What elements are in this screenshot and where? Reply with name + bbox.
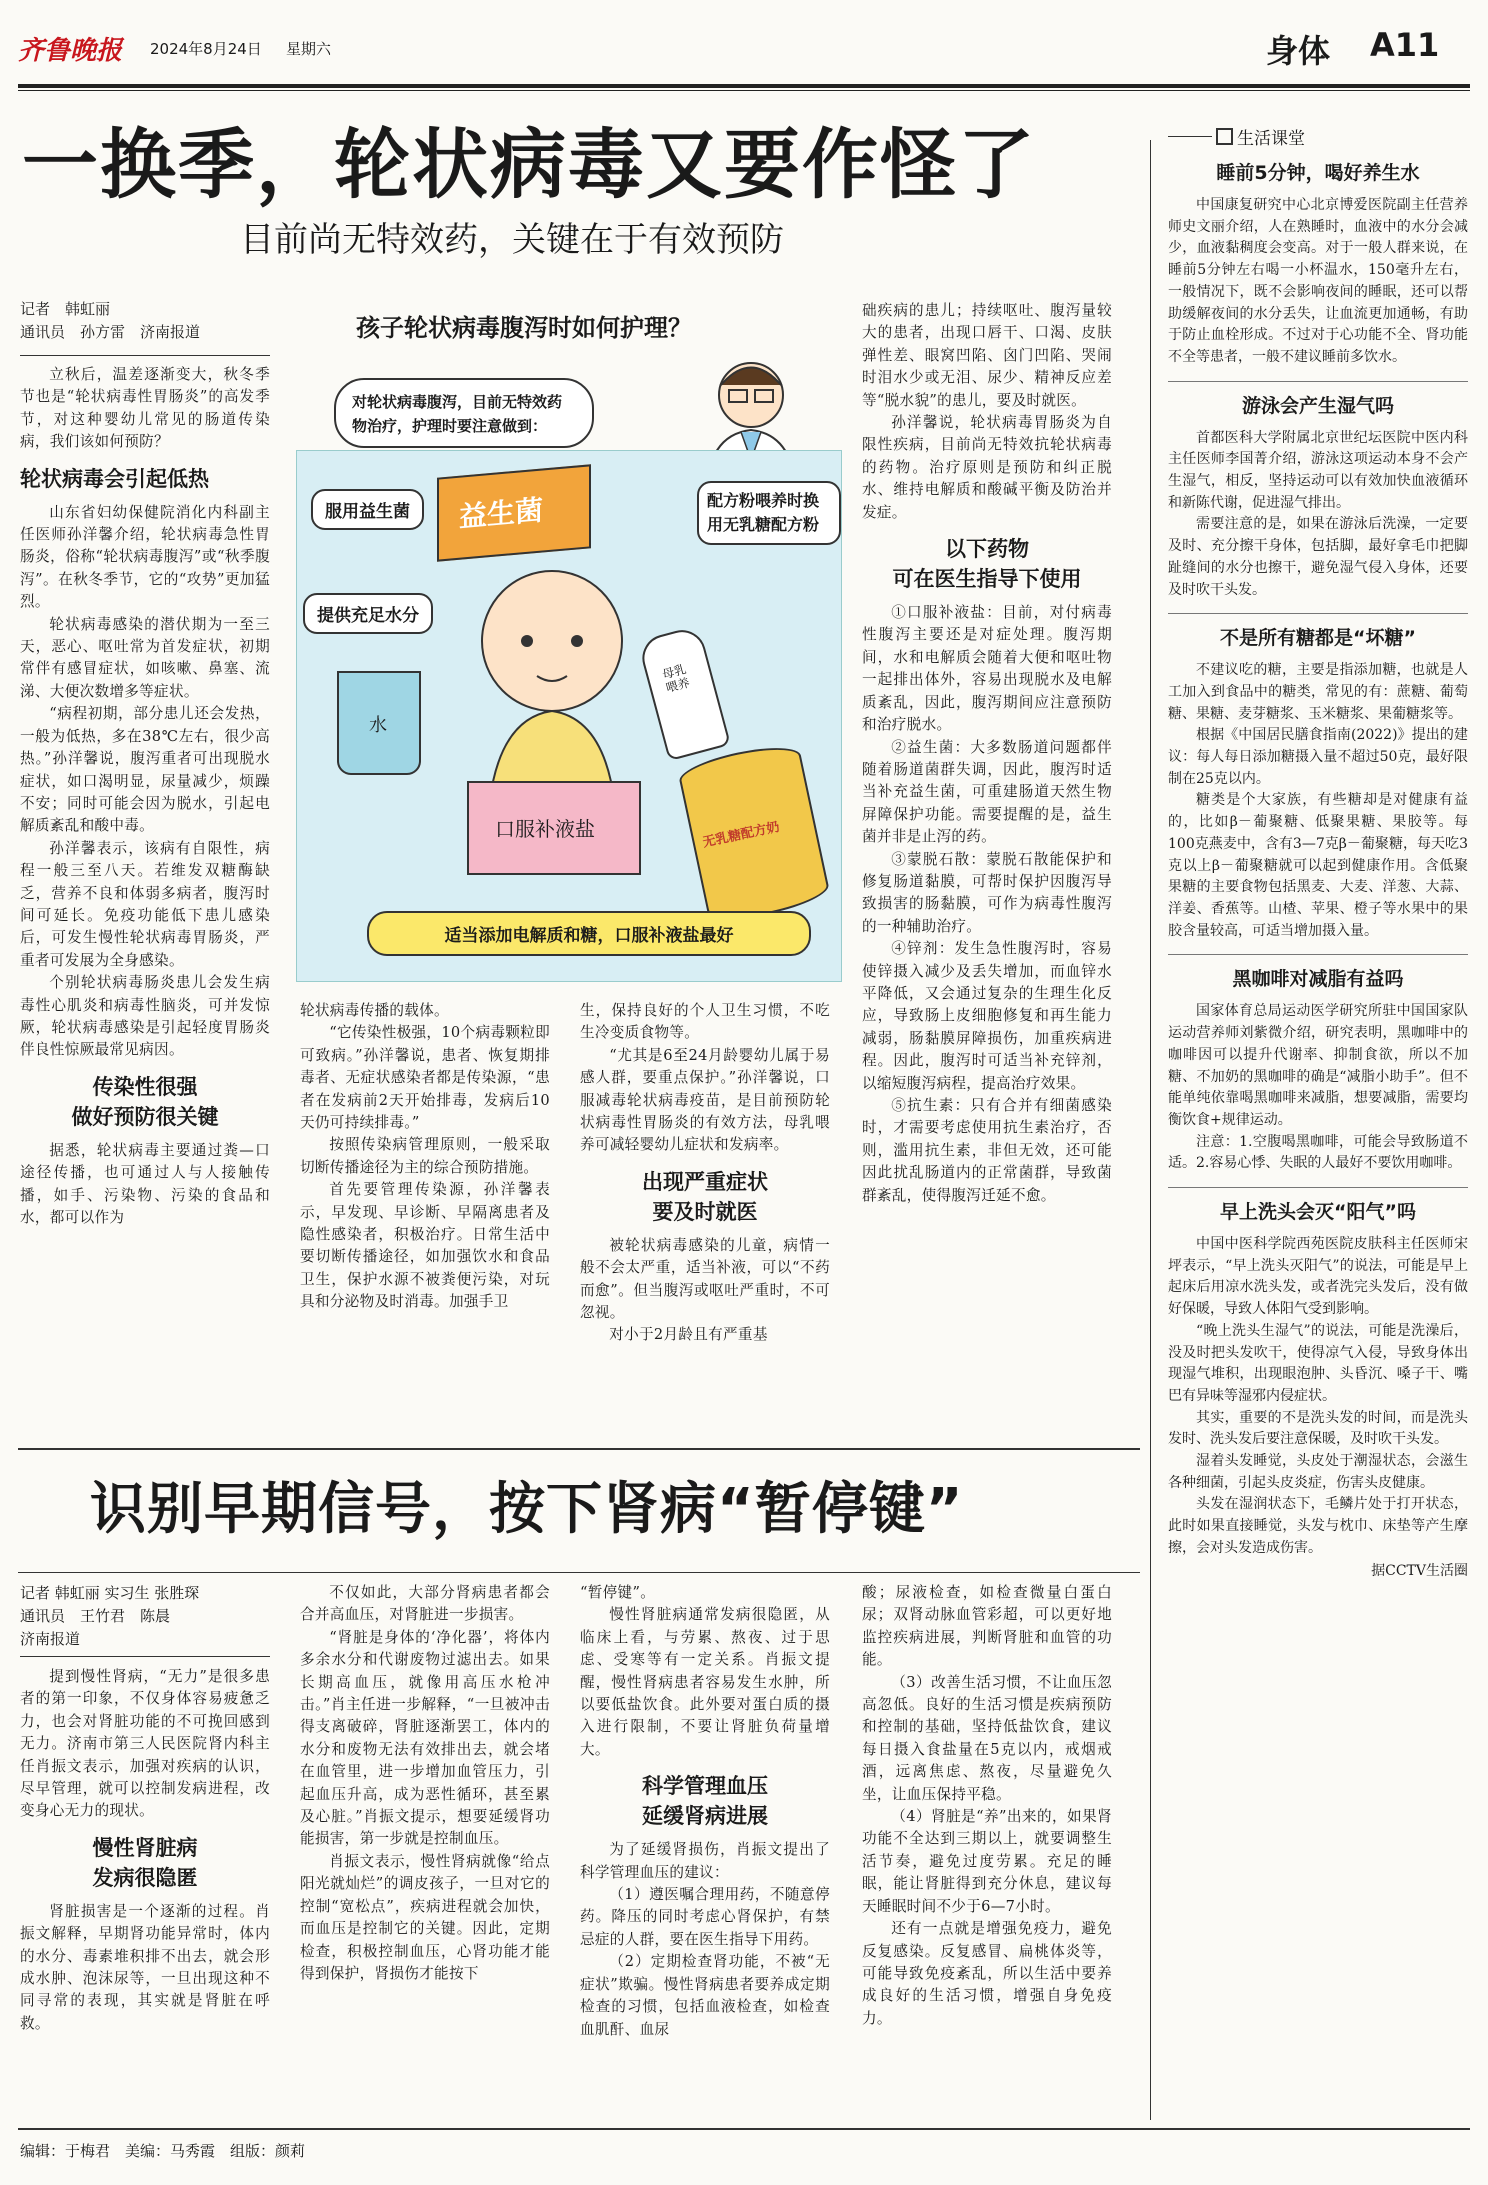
water-cup	[337, 671, 421, 775]
footer-editors: 编辑：于梅君 美编：马秀霞 组版：颜莉	[20, 2142, 306, 2160]
article1-paragraph: 按照传染病管理原则，一般采取切断传播途径为主的综合预防措施。	[300, 1136, 550, 1176]
sidebar-item-text: 首都医科大学附属北京世纪坛医院中医内科主任医师李国菁介绍，游泳这项运动本身不会产生湿气，相反，坚持运动可以有效加快血液循环和新陈代谢，促进湿气排出。	[1168, 429, 1468, 511]
article2-paragraph: 肾脏损害是一个逐渐的过程。肖振文解释，早期肾功能异常时，体内的水分、毒素堆积排不出去，就会形成水肿、泡沫尿等，一旦出现这种不同寻常的表现，其实就是肾脏在呼救。	[20, 1902, 270, 2032]
article2-heading-1	[20, 1833, 270, 1893]
tip-probiotics: 服用益生菌	[311, 489, 424, 530]
article1-column-2	[300, 1000, 550, 1314]
medicine-probiotics: ②益生菌：大多数肠道问题都伴随着肠道菌群失调，因此，腹泻时适当补充益生菌，可重建肠道天然生物屏障保护功能。需要提醒的是，益生菌并非是止泻的药。	[862, 738, 1112, 846]
formula-can-label: 无乳糖配方奶	[701, 819, 781, 851]
heading-line: 要及时就医	[652, 1199, 758, 1224]
byline-reporter: 记者 韩虹丽 实习生 张胜琛	[20, 1584, 200, 1602]
sidebar-item-text: 不建议吃的糖，主要是指添加糖，也就是人工加入到食品中的糖类，常见的有：蔗糖、葡萄糖、果糖、麦芽糖浆、玉米糖浆、果葡糖浆等。	[1168, 662, 1468, 722]
article1-paragraph: 山东省妇幼保健院消化内科副主任医师孙洋馨介绍，轮状病毒急性胃肠炎，俗称“轮状病毒腹泻”或“秋季腹泻”。在秋冬季节，它的“攻势”更加猛烈。	[20, 503, 270, 611]
article1-column-4	[862, 300, 1112, 1207]
article2-heading-2	[580, 1771, 830, 1831]
medicine-montmorillonite: ③蒙脱石散：蒙脱石散能保护和修复肠道黏膜，可帮时保护因腹泻导致损害的肠黏膜，可作为病毒性腹泻的一种辅助治疗。	[862, 850, 1112, 935]
article1-paragraph: “尤其是6至24月龄婴幼儿属于易感人群，要重点保护。”孙洋馨说，口服减毒轮状病毒疫苗，是目前预防轮状病毒性胃肠炎的有效方法，母乳喂养可减轻婴幼儿症状和发病率。	[580, 1046, 830, 1154]
sidebar-item-title: 睡前5分钟，喝好养生水	[1216, 162, 1420, 184]
article2-paragraph: 不仅如此，大部分肾病患者都会合并高血压，对肾脏进一步损害。	[300, 1584, 550, 1624]
footer-rule	[18, 2128, 1470, 2130]
byline-reporter: 记者 韩虹丽	[20, 300, 111, 318]
byline-correspondent: 通讯员 王竹君 陈晨	[20, 1607, 171, 1625]
article2-headline: 识别早期信号，按下肾病“暂停键”	[90, 1477, 964, 1542]
sidebar-item-text: 头发在湿润状态下，毛鳞片处于打开状态，此时如果直接睡觉，头发与枕巾、床垫等产生摩擦，会对头发造成伤害。	[1168, 1496, 1468, 1556]
probiotic-label: 益生菌	[459, 493, 544, 534]
issue-weekday: 星期六	[286, 40, 332, 58]
sidebar-item-text: 其实，重要的不是洗头发的时间，而是洗头发时、洗头发后要注意保暖，及时吹干头发。	[1168, 1409, 1468, 1448]
page-number: A11	[1370, 26, 1440, 64]
sidebar-item-text: 湿着头发睡觉，头皮处于潮湿状态，会滋生各种细菌，引起头皮炎症，伤害头皮健康。	[1168, 1453, 1468, 1491]
issue-date: 2024年8月24日	[150, 40, 262, 58]
article1-paragraph: 轮状病毒感染的潜伏期为一至三天，恶心、呕吐常为首发症状，初期常伴有感冒症状，如咳嗽、鼻塞、流涕、大便次数增多等症状。	[20, 615, 270, 700]
article2-paragraph: “肾脏是身体的‘净化器’，将体内多余水分和代谢废物过滤出去。如果长期高血压，就像用高压水枪冲击。”肖主任进一步解释，“一旦被冲击得支离破碎，肾脏逐渐罢工，体内的水分和废物无法有效排出去，就会堵在血管里，进一步增加血管压力，引起血压升高，成为恶性循环，甚至累及心脏。”肖振文提示，想要延缓肾功能损害，第一步就是控制血压。	[300, 1628, 550, 1848]
water-cup-label: 水	[369, 715, 387, 736]
heading-line: 出现严重症状	[642, 1169, 768, 1194]
sidebar-header-icon	[1216, 128, 1233, 145]
probiotic-box	[437, 464, 591, 561]
header-line	[1168, 136, 1212, 137]
paper-logo: 齐鲁晚报	[18, 36, 123, 66]
sidebar-item-text: 需要注意的是，如果在游泳后洗澡，一定要及时、充分擦干身体，包括脚，最好拿毛巾把脚趾缝间的水分也擦干，避免湿气侵入身体，还要及时吹干头发。	[1168, 516, 1468, 598]
sidebar	[1168, 124, 1468, 1582]
heading-line: 传染性很强	[92, 1074, 198, 1099]
sidebar-item-text: 糖类是个大家族，有些糖却是对健康有益的，比如β－葡聚糖、低聚果糖、果胶等。每100克燕麦中，含有3—7克β－葡聚糖，每天吃3克以上β－葡聚糖就可以起到健康作用。含低聚果糖的主要食物包括黑麦、大麦、洋葱、大蒜、洋姜、香蕉等。山楂、苹果、橙子等水果中的果胶含量较高，可适当增加摄入量。	[1168, 792, 1468, 939]
article1-paragraph: 孙洋馨说，轮状病毒胃肠炎为自限性疾病，目前尚无特效抗轮状病毒的药物。治疗原则是预防和纠正脱水、维持电解质和酸碱平衡及防治并发症。	[862, 414, 1112, 521]
article2-paragraph: （4）肾脏是“养”出来的，如果肾功能不全达到三期以上，就要调整生活节奏，避免过度劳累。充足的睡眠，能让肾脏得到充分休息，建议每天睡眠时间不少于6—7小时。	[862, 1808, 1112, 1915]
masthead	[18, 26, 1470, 76]
illustration-scene	[296, 450, 842, 982]
article1-intro: 立秋后，温差逐渐变大，秋冬季节也是“轮状病毒性胃肠炎”的高发季节，对这种婴幼儿常见的肠道传染病，我们该如何预防？	[20, 366, 270, 451]
article2-headline-rule	[18, 1572, 1140, 1573]
article1-paragraph: 首先要管理传染源，孙洋馨表示，早发现、早诊断、早隔离患者及隐性感染者，积极治疗。日常生活中要切断传播途径，如加强饮水和食品卫生，保护水源不被粪便污染，对玩具和分泌物及时消毒。加强手卫	[300, 1181, 550, 1311]
article2-paragraph: 肖振文表示，慢性肾病就像“给点阳光就灿烂”的调皮孩子，一旦对它的控制“宽松点”，疾病进程就会加快，而血压是控制它的关键。因此，定期检查，积极控制血压，心肾功能才能得到保护，肾损伤才能按下	[300, 1852, 550, 1982]
article1-heading-3	[580, 1167, 830, 1227]
illustration	[296, 300, 840, 980]
article1-heading-1: 轮状病毒会引起低热	[20, 466, 209, 491]
sidebar-item-title: 早上洗头会灭“阳气”吗	[1220, 1201, 1416, 1224]
heading-line: 可在医生指导下使用	[892, 567, 1082, 592]
article1-paragraph: “病程初期，部分患儿还会发热，一般为低热，多在38℃左右，很少高热。”孙洋馨说，腹泻重者可出现脱水症状，如口渴明显，尿量减少，烦躁不安；同时可能会因为脱水，引起电解质紊乱和酸中毒。	[20, 705, 270, 835]
medicine-zinc: ④锌剂：发生急性腹泻时，容易使锌摄入减少及丢失增加，而血锌水平降低，又会通过复杂的生理生化反应，导致肠上皮细胞修复和再生能力减弱，肠黏膜屏障损伤，加重疾病进程。因此，腹泻时可适当补充锌剂，以缩短腹泻病程，提高治疗效果。	[862, 940, 1112, 1092]
article2-paragraph: （2）定期检查肾功能，不被“无症状”欺骗。慢性肾病患者要养成定期检查的习惯，包括血液检查，如检查血肌酐、血尿	[580, 1953, 830, 2038]
sidebar-separator	[1168, 1187, 1468, 1188]
byline-rule	[20, 1656, 270, 1657]
article1-paragraph: 个别轮状病毒肠炎患儿会发生病毒性心肌炎和病毒性脑炎，可并发惊厥，轮状病毒感染是引起轻度胃肠炎伴良性惊厥最常见病因。	[20, 974, 270, 1059]
masthead-rule	[18, 84, 1470, 88]
article1-paragraph: “它传染性极强，10个病毒颗粒即可致病。”孙洋馨说，患者、恢复期排毒者、无症状感染者都是传染源，“患者在发病前2天开始排毒，发病后10天仍可持续排毒。”	[300, 1024, 550, 1132]
sidebar-item-text: 国家体育总局运动医学研究所驻中国国家队运动营养师刘紫微介绍，研究表明，黑咖啡中的咖啡因可以提升代谢率、抑制食欲，所以不加糖、不加奶的黑咖啡的确是“减脂小助手”。但不能单纯依靠喝黑咖啡来减脂，想要减脂，需要均衡饮食+规律运动。	[1168, 1003, 1468, 1128]
article2-paragraph: 提到慢性肾病，“无力”是很多患者的第一印象，不仅身体容易疲惫乏力，也会对肾脏功能的不可挽回感到无力。济南市第三人民医院肾内科主任肖振文表示，加强对疾病的认识，尽早管理，就可以控制发病进程，改变身心无力的现状。	[20, 1668, 270, 1820]
article2-byline	[20, 1582, 270, 1651]
formula-can	[676, 740, 831, 926]
sidebar-divider	[1150, 140, 1151, 2120]
article2-paragraph: 慢性肾脏病通常发病很隐匿，从临床上看，与劳累、熬夜、过于思虑、受寒等有一定关系。肖振文提醒，慢性肾病患者容易发生水肿，所以要低盐饮食。此外要对蛋白质的摄入进行限制，不要让肾脏负荷量增大。	[580, 1606, 830, 1758]
article2-paragraph: “暂停键”。	[580, 1584, 656, 1601]
heading-line: 以下药物	[945, 537, 1029, 562]
article2-paragraph: 还有一点就是增强免疫力，避免反复感染。反复感冒、扁桃体炎等，可能导致免疫紊乱，所以生活中要养成良好的生活习惯，增强自身免疫力。	[862, 1920, 1112, 2027]
tip-formula: 配方粉喂养时换用无乳糖配方粉	[697, 481, 841, 545]
article1-subtitle: 目前尚无特效药，关键在于有效预防	[240, 220, 784, 260]
section-name: 身体	[1266, 32, 1331, 70]
article2-column-2	[300, 1582, 550, 1985]
sidebar-separator	[1168, 954, 1468, 955]
heading-line: 科学管理血压	[642, 1774, 768, 1799]
speech-bubble	[334, 378, 594, 448]
article1-column-1	[20, 364, 270, 1229]
sidebar-item-text: “晚上洗头生湿气”的说法，可能是洗澡后，没及时把头发吹干，使得凉气入侵，导致身体出现湿气堆积，出现眼泡肿、头昏沉、嗓子干、嘴巴有异味等湿邪内侵症状。	[1168, 1322, 1468, 1404]
sidebar-item-title: 黑咖啡对减脂有益吗	[1232, 968, 1404, 991]
article2-paragraph: （3）改善生活习惯，不让血压忽高忽低。良好的生活习惯是疾病预防和控制的基础，坚持低盐饮食，建议每日摄入食盐量在5克以内，戒烟戒酒，远离焦虑、熬夜，尽量避免久坐，让血压保持平稳。	[862, 1673, 1112, 1803]
article1-paragraph: 孙洋馨表示，该病有自限性，病程一般三至八天。若维发双糖酶缺乏，营养不良和体弱多病者，腹泻时间可延长。免疫功能低下患儿感染后，可发生慢性轮状病毒胃肠炎，严重者可发展为全身感染。	[20, 839, 270, 969]
article1-byline	[20, 298, 270, 344]
article2-column-1	[20, 1666, 270, 2035]
heading-line: 慢性肾脏病	[92, 1835, 198, 1860]
article1-paragraph: 被轮状病毒感染的儿童，病情一般不会太严重，适当补液，可以“不药而愈”。但当腹泻或呕吐严重时，不可忽视。	[580, 1236, 830, 1322]
sidebar-source: 据CCTV生活圈	[1371, 1562, 1468, 1579]
ors-box	[467, 781, 641, 875]
sidebar-item-title: 游泳会产生湿气吗	[1241, 394, 1394, 417]
speech-bubble-text: 对轮状病毒腹泻，目前无特效药物治疗，护理时要注意做到：	[352, 393, 563, 435]
sidebar-item-text: 根据《中国居民膳食指南(2022)》提出的建议：每人每日添加糖摄入量不超过50克，最好限制在25克以内。	[1168, 727, 1468, 787]
medicine-ors: ①口服补液盐：目前，对付病毒性腹泻主要还是对症处理。腹泻期间，水和电解质会随着大便和呕吐物一起排出体外，容易出现脱水及电解质紊乱，因此，腹泻期间应注意预防和治疗脱水。	[862, 604, 1112, 734]
sidebar-header-label: 生活课堂	[1237, 129, 1305, 149]
article2-paragraph: 酸；尿液检查，如检查微量白蛋白尿；双肾动脉血管彩超，可以更好地监控疾病进展，判断肾脏和血管的功能。	[862, 1584, 1112, 1669]
ors-label: 口服补液盐	[495, 817, 595, 841]
sidebar-item-text: 中国康复研究中心北京博爱医院副主任营养师史文丽介绍，人在熟睡时，血液中的水分会减少，血液黏稠度会变高。对于一般人群来说，在睡前5分钟左右喝一小杯温水，150毫升左右，一般情况下，既不会影响夜间的睡眠，还可以帮助缓解夜间的水分丢失，让血流更加通畅，有助于防止血栓形成。不过对于心功能不全、肾功能不全等患者，一般不建议睡前多饮水。	[1168, 197, 1468, 365]
article1-paragraph: 轮状病毒传播的载体。	[300, 1002, 449, 1019]
heading-line: 延缓肾病进展	[642, 1804, 768, 1829]
sidebar-item-text: 注意：1.空腹喝黑咖啡，可能会导致肠道不适。2.容易心悸、失眠的人最好不要饮用咖啡。	[1168, 1133, 1468, 1172]
article-divider	[18, 1448, 1140, 1450]
sidebar-item-title: 不是所有糖都是“坏糖”	[1220, 627, 1416, 650]
tip-water: 提供充足水分	[303, 593, 433, 634]
byline-correspondent: 通讯员 孙方雷 济南报道	[20, 323, 201, 341]
sidebar-header	[1168, 124, 1468, 149]
masthead-rule-thin	[18, 90, 1470, 91]
byline-location: 济南报道	[20, 1630, 81, 1648]
milk-bottle-label: 母乳喂养	[660, 661, 692, 696]
article2-paragraph: 为了延缓肾损伤，肖振文提出了科学管理血压的建议：	[580, 1841, 830, 1881]
sidebar-separator	[1168, 613, 1468, 614]
heading-line: 发病很隐匿	[92, 1865, 198, 1890]
article2-column-4	[862, 1582, 1112, 2030]
article1-paragraph: 据悉，轮状病毒主要通过粪—口途径传播，也可通过人与人接触传播，如手、污染物、污染的食品和水，都可以作为	[20, 1141, 270, 1226]
sidebar-separator	[1168, 381, 1468, 382]
article1-headline: 一换季，轮状病毒又要作怪了	[22, 120, 1036, 209]
article1-column-3	[580, 1000, 830, 1347]
article1-paragraph: 生，保持良好的个人卫生习惯，不吃生冷变质食物等。	[580, 1002, 830, 1042]
illustration-title: 孩子轮状病毒腹泻时如何护理？	[356, 314, 692, 342]
article1-paragraph: 对小于2月龄且有严重基	[609, 1326, 768, 1344]
heading-line: 做好预防很关键	[71, 1104, 219, 1129]
byline-rule	[20, 355, 270, 356]
tip-electrolytes: 适当添加电解质和糖，口服补液盐最好	[367, 911, 811, 956]
article1-heading-4	[862, 534, 1112, 594]
article1-heading-2	[20, 1072, 270, 1132]
article1-paragraph: 础疾病的患儿；持续呕吐、腹泻量较大的患者，出现口唇干、口渴、皮肤弹性差、眼窝凹陷、囟门凹陷、哭闹时泪水少或无泪、尿少、精神反应差等“脱水貌”的患儿，要及时就医。	[862, 302, 1112, 409]
article2-paragraph: （1）遵医嘱合理用药，不随意停药。降压的同时考虑心肾保护，有禁忌症的人群，要在医生指导下用药。	[580, 1886, 830, 1948]
medicine-antibiotics: ⑤抗生素：只有合并有细菌感染时，才需要考虑使用抗生素治疗，否则，滥用抗生素，非但无效，还可能因此扰乱肠道内的正常菌群，导致菌群紊乱，使得腹泻迁延不愈。	[862, 1097, 1112, 1204]
sidebar-item-text: 中国中医科学院西苑医院皮肤科主任医师宋坪表示，“早上洗头灭阳气”的说法，可能是早上起床后用凉水洗头发，或者洗完头发后，没有做好保暖，导致人体阳气受到影响。	[1168, 1236, 1468, 1318]
article2-column-3	[580, 1582, 830, 2041]
